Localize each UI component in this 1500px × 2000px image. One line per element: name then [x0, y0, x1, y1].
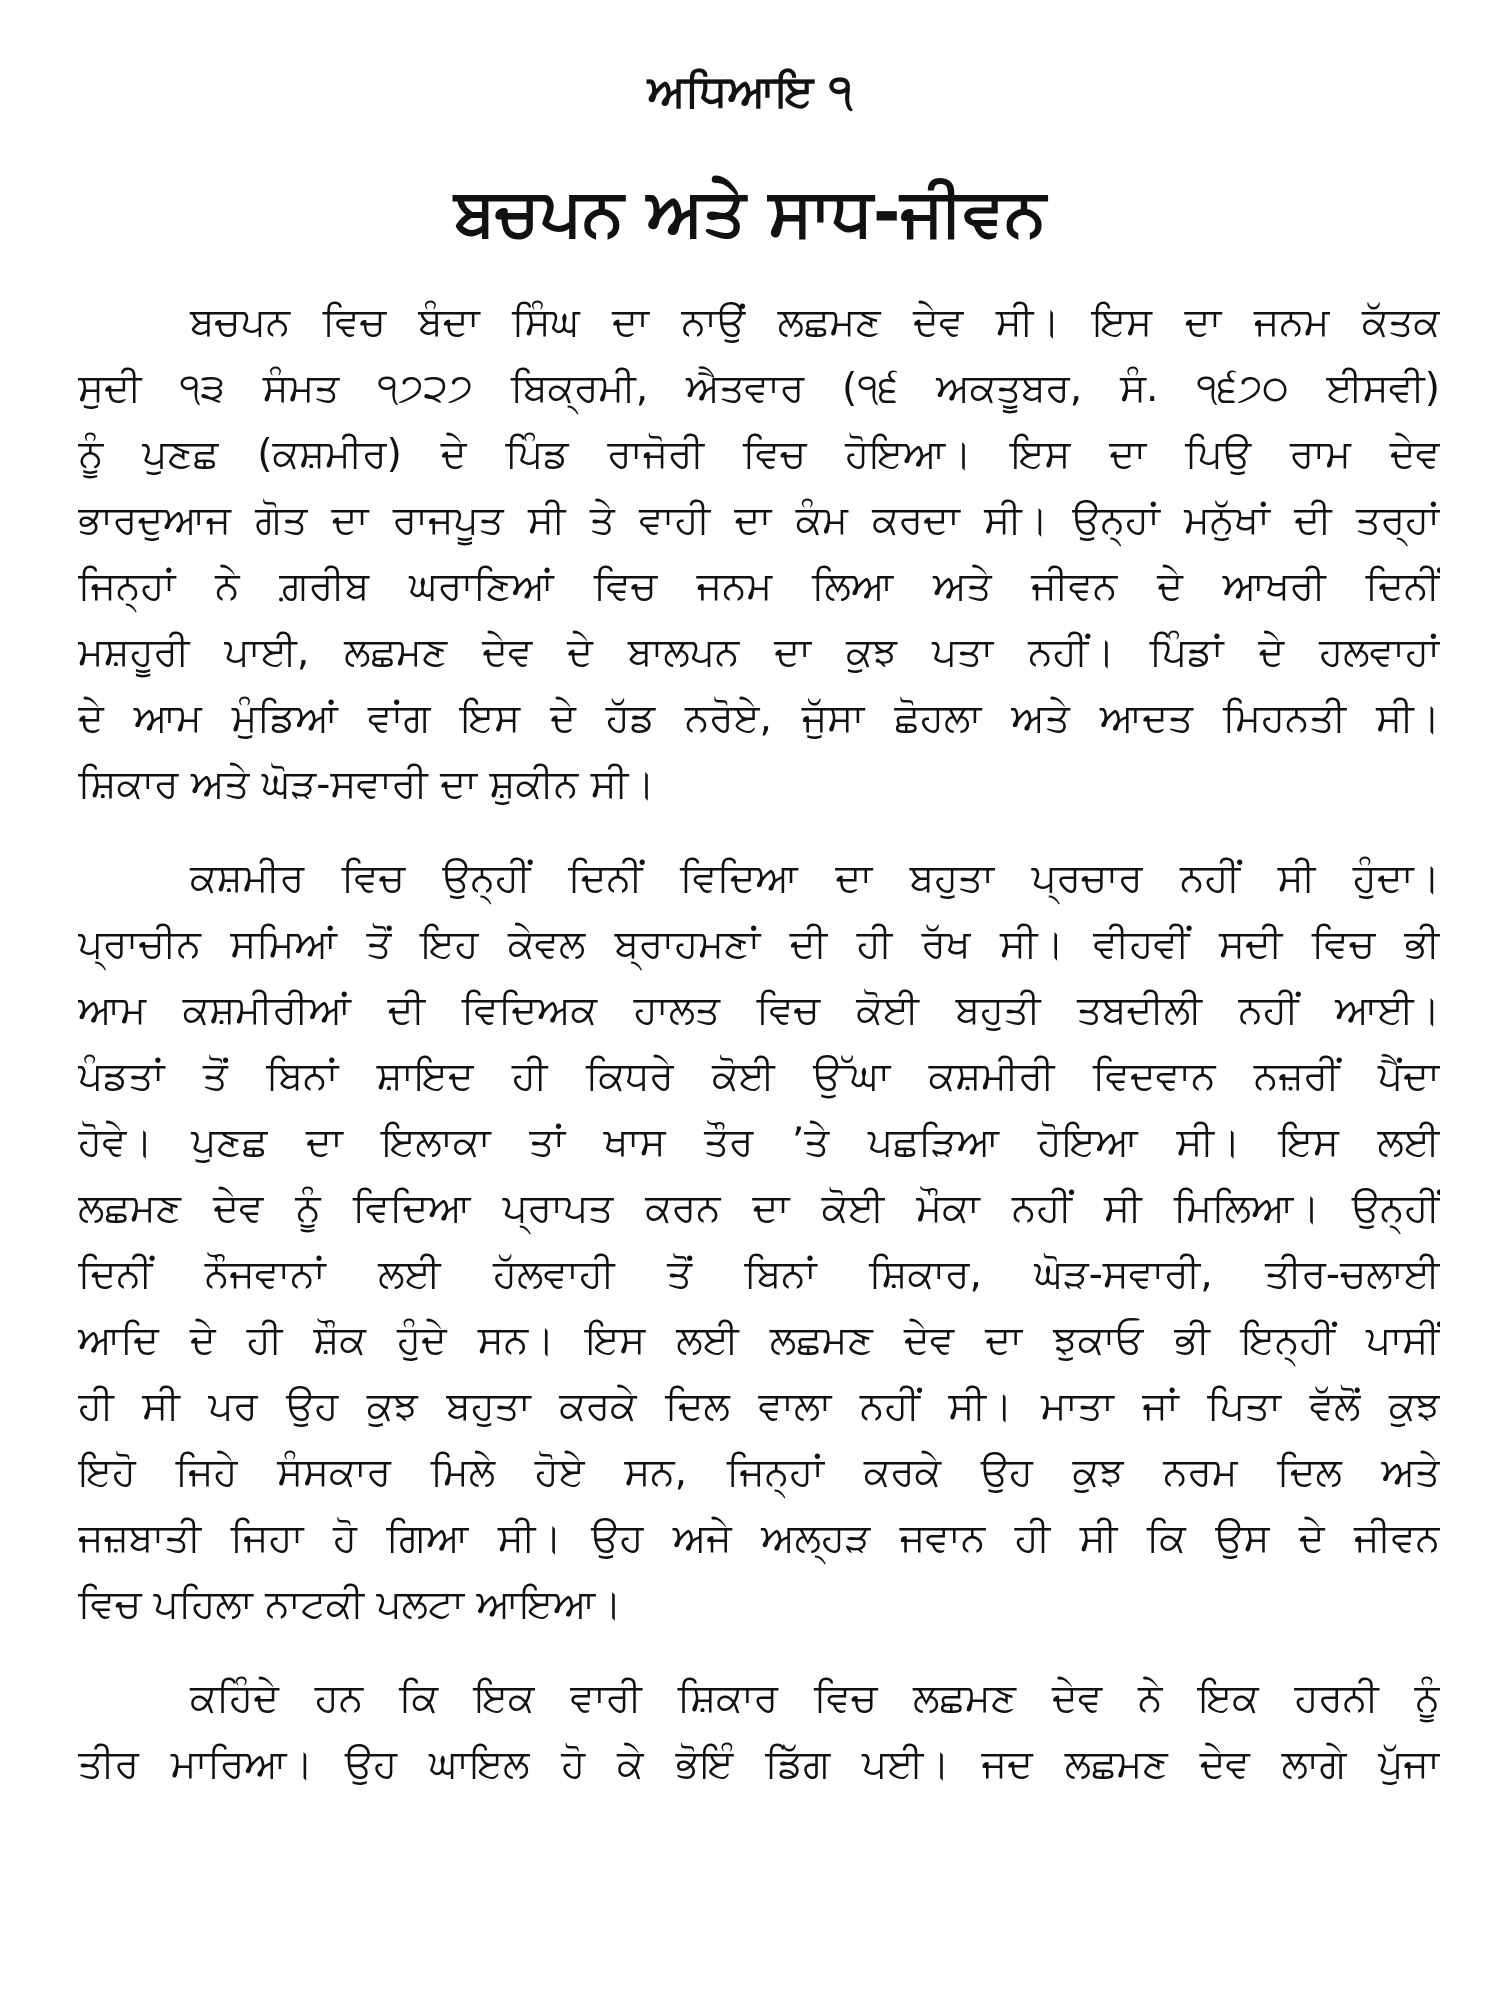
text-line: ਭਾਰਦੁਆਜ ਗੋਤ ਦਾ ਰਾਜਪੂਤ ਸੀ ਤੇ ਵਾਹੀ ਦਾ ਕੰਮ ਕਰਦਾ ਸੀ। ਉਨ੍ਹਾਂ ਮਨੁੱਖਾਂ ਦੀ ਤਰ੍ਹਾਂ [78, 498, 1440, 543]
text-line: ਵਿਚ ਪਹਿਲਾ ਨਾਟਕੀ ਪਲਟਾ ਆਇਆ। [78, 1582, 622, 1627]
chapter-label: ਅਧਿਆਇ ੧ [647, 66, 853, 117]
text-line: ਮਸ਼ਹੂਰੀ ਪਾਈ, ਲਛਮਣ ਦੇਵ ਦੇ ਬਾਲਪਨ ਦਾ ਕੁਝ ਪਤਾ ਨਹੀਂ। ਪਿੰਡਾਂ ਦੇ ਹਲਵਾਹਾਂ [78, 630, 1440, 675]
text-line: ਹੋਵੇ। ਪੁਣਛ ਦਾ ਇਲਾਕਾ ਤਾਂ ਖਾਸ ਤੌਰ ’ਤੇ ਪਛੜਿਆ ਹੋਇਆ ਸੀ। ਇਸ ਲਈ [78, 1120, 1440, 1165]
text-line: ਲਛਮਣ ਦੇਵ ਨੂੰ ਵਿਦਿਆ ਪ੍ਰਾਪਤ ਕਰਨ ਦਾ ਕੋਈ ਮੌਕਾ ਨਹੀਂ ਸੀ ਮਿਲਿਆ। ਉਨ੍ਹੀਂ [78, 1186, 1440, 1231]
text-line: ਦਿਨੀਂ ਨੌਜਵਾਨਾਂ ਲਈ ਹੱਲਵਾਹੀ ਤੋਂ ਬਿਨਾਂ ਸ਼ਿਕਾਰ, ਘੋੜ-ਸਵਾਰੀ, ਤੀਰ-ਚਲਾਈ [78, 1252, 1440, 1297]
text-line: ਕਹਿੰਦੇ ਹਨ ਕਿ ਇਕ ਵਾਰੀ ਸ਼ਿਕਾਰ ਵਿਚ ਲਛਮਣ ਦੇਵ ਨੇ ਇਕ ਹਰਨੀ ਨੂੰ [190, 1676, 1440, 1721]
text-line: ਬਚਪਨ ਵਿਚ ਬੰਦਾ ਸਿੰਘ ਦਾ ਨਾਉਂ ਲਛਮਣ ਦੇਵ ਸੀ। ਇਸ ਦਾ ਜਨਮ ਕੱਤਕ [190, 300, 1440, 345]
paragraph-3 [78, 1666, 1440, 1798]
text-line: ਸੁਦੀ ੧੩ ਸੰਮਤ ੧੭੨੭ ਬਿਕ੍ਰਮੀ, ਐਤਵਾਰ (੧੬ ਅਕਤੂਬਰ, ਸੰ. ੧੬੭੦ ਈਸਵੀ) [78, 366, 1440, 411]
text-line: ਜਿਨ੍ਹਾਂ ਨੇ ਗ਼ਰੀਬ ਘਰਾਣਿਆਂ ਵਿਚ ਜਨਮ ਲਿਆ ਅਤੇ ਜੀਵਨ ਦੇ ਆਖਰੀ ਦਿਨੀਂ [78, 564, 1440, 609]
text-line: ਸ਼ਿਕਾਰ ਅਤੇ ਘੋੜ-ਸਵਾਰੀ ਦਾ ਸ਼ੁਕੀਨ ਸੀ। [78, 762, 655, 807]
body-text [78, 290, 1440, 1826]
text-line: ਤੀਰ ਮਾਰਿਆ। ਉਹ ਘਾਇਲ ਹੋ ਕੇ ਭੋਇੰ ਡਿੱਗ ਪਈ। ਜਦ ਲਛਮਣ ਦੇਵ ਲਾਗੇ ਪੁੱਜਾ [78, 1742, 1440, 1787]
paragraph-2 [78, 846, 1440, 1638]
text-line: ਹੀ ਸੀ ਪਰ ਉਹ ਕੁਝ ਬਹੁਤਾ ਕਰਕੇ ਦਿਲ ਵਾਲਾ ਨਹੀਂ ਸੀ। ਮਾਤਾ ਜਾਂ ਪਿਤਾ ਵੱਲੋਂ ਕੁਝ [78, 1384, 1440, 1429]
paragraph-1 [78, 290, 1440, 818]
text-line: ਆਮ ਕਸ਼ਮੀਰੀਆਂ ਦੀ ਵਿਦਿਅਕ ਹਾਲਤ ਵਿਚ ਕੋਈ ਬਹੁਤੀ ਤਬਦੀਲੀ ਨਹੀਂ ਆਈ। [78, 988, 1440, 1033]
text-line: ਦੇ ਆਮ ਮੁੰਡਿਆਂ ਵਾਂਗ ਇਸ ਦੇ ਹੱਡ ਨਰੋਏ, ਜੁੱਸਾ ਛੋਹਲਾ ਅਤੇ ਆਦਤ ਮਿਹਨਤੀ ਸੀ। [78, 696, 1440, 741]
text-line: ਇਹੋ ਜਿਹੇ ਸੰਸਕਾਰ ਮਿਲੇ ਹੋਏ ਸਨ, ਜਿਨ੍ਹਾਂ ਕਰਕੇ ਉਹ ਕੁਝ ਨਰਮ ਦਿਲ ਅਤੇ [78, 1450, 1440, 1495]
text-line: ਜਜ਼ਬਾਤੀ ਜਿਹਾ ਹੋ ਗਿਆ ਸੀ। ਉਹ ਅਜੇ ਅਲ੍ਹੜ ਜਵਾਨ ਹੀ ਸੀ ਕਿ ਉਸ ਦੇ ਜੀਵਨ [78, 1516, 1440, 1561]
text-line: ਨੂੰ ਪੁਣਛ (ਕਸ਼ਮੀਰ) ਦੇ ਪਿੰਡ ਰਾਜੋਰੀ ਵਿਚ ਹੋਇਆ। ਇਸ ਦਾ ਪਿਉ ਰਾਮ ਦੇਵ [78, 432, 1440, 477]
text-line: ਆਦਿ ਦੇ ਹੀ ਸ਼ੌਕ ਹੁੰਦੇ ਸਨ। ਇਸ ਲਈ ਲਛਮਣ ਦੇਵ ਦਾ ਝੁਕਾਓ ਭੀ ਇਨ੍ਹੀਂ ਪਾਸੀਂ [78, 1318, 1440, 1363]
text-line: ਪੰਡਤਾਂ ਤੋਂ ਬਿਨਾਂ ਸ਼ਾਇਦ ਹੀ ਕਿਧਰੇ ਕੋਈ ਉੱਘਾ ਕਸ਼ਮੀਰੀ ਵਿਦਵਾਨ ਨਜ਼ਰੀਂ ਪੈਂਦਾ [78, 1054, 1440, 1099]
text-line: ਪ੍ਰਾਚੀਨ ਸਮਿਆਂ ਤੋਂ ਇਹ ਕੇਵਲ ਬ੍ਰਾਹਮਣਾਂ ਦੀ ਹੀ ਰੱਖ ਸੀ। ਵੀਹਵੀਂ ਸਦੀ ਵਿਚ ਭੀ [78, 922, 1440, 967]
text-line: ਕਸ਼ਮੀਰ ਵਿਚ ਉਨ੍ਹੀਂ ਦਿਨੀਂ ਵਿਦਿਆ ਦਾ ਬਹੁਤਾ ਪ੍ਰਚਾਰ ਨਹੀਂ ਸੀ ਹੁੰਦਾ। [190, 856, 1440, 901]
chapter-title: ਬਚਪਨ ਅਤੇ ਸਾਧ-ਜੀਵਨ [454, 174, 1046, 251]
